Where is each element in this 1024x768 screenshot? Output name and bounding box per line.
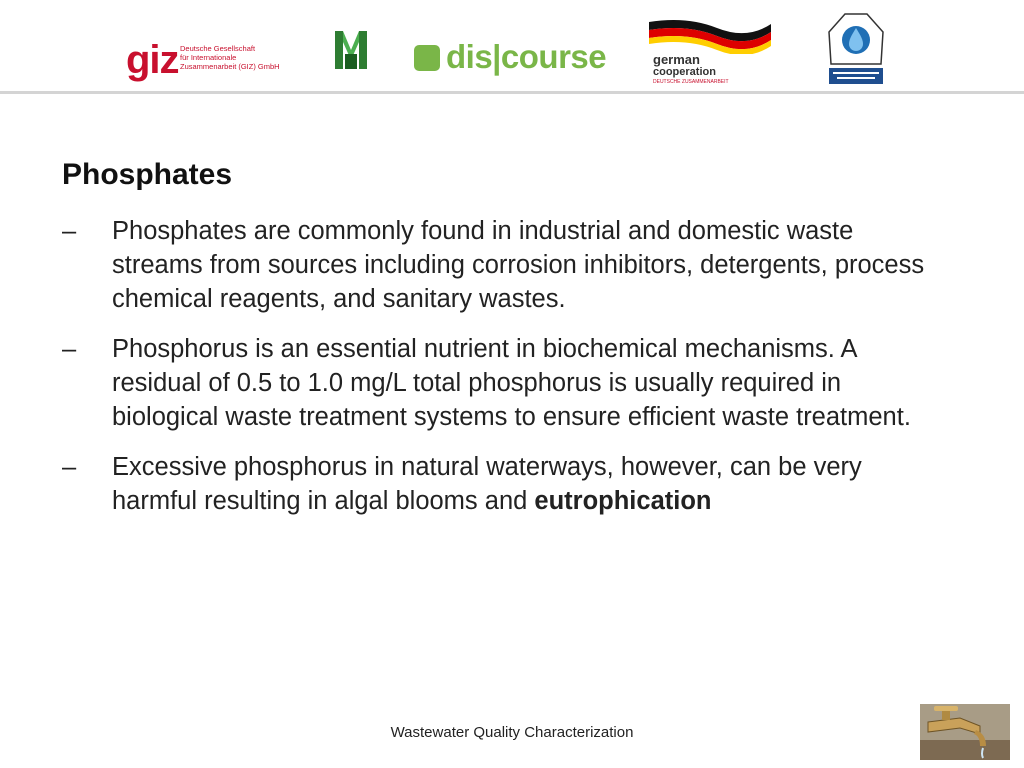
discourse-square-icon [414,45,440,71]
bullet-item-2 [62,332,942,434]
german-cooperation-line-1: german [653,52,700,67]
m-letter-logo-icon [334,30,368,70]
bullet-item-3 [62,450,942,518]
giz-mark: giz [126,38,179,82]
bullet-dash: – [62,335,77,363]
giz-text-line-3: Zusammenarbeit (GIZ) GmbH [180,62,280,71]
footer-text: Wastewater Quality Characterization [390,724,634,741]
bullet-dash: – [62,453,77,481]
discourse-text: dis|course [446,38,607,75]
bullet-dash: – [62,217,77,245]
bullet-bold-term: eutrophication [534,487,712,515]
logo-header [0,0,1024,94]
giz-text-line-2: für Internationale [180,53,237,62]
german-flag-ribbon-icon [647,14,773,54]
water-tap-photo-icon [920,704,1010,760]
water-services-crest-icon [825,12,887,88]
bullet-text: Phosphates are commonly found in industrial and domestic waste streams from sources including corrosion inhibitors, detergents, process chemical reagents, and sanitary wastes. [112,217,925,313]
bullet-text: Phosphorus is an essential nutrient in biochemical mechanisms. A residual of 0.5 to 1.0 mg/L total phosphorus is usually required in biological waste treatment systems to ensure efficient waste treatment. [112,335,911,431]
slide-title: Phosphates [62,158,233,191]
bullet-text: Excessive phosphorus in natural waterways, however, can be very harmful resulting in algal blooms and [112,453,862,515]
bullet-item-1 [62,214,942,316]
german-cooperation-logo [647,14,773,88]
german-cooperation-line-2: cooperation [653,66,716,78]
slide-footer [0,723,1024,743]
bullet-list [62,214,942,534]
giz-text [180,44,290,71]
giz-text-line-1: Deutsche Gesellschaft [180,44,256,53]
german-cooperation-line-3: DEUTSCHE ZUSAMMENARBEIT [653,79,729,85]
